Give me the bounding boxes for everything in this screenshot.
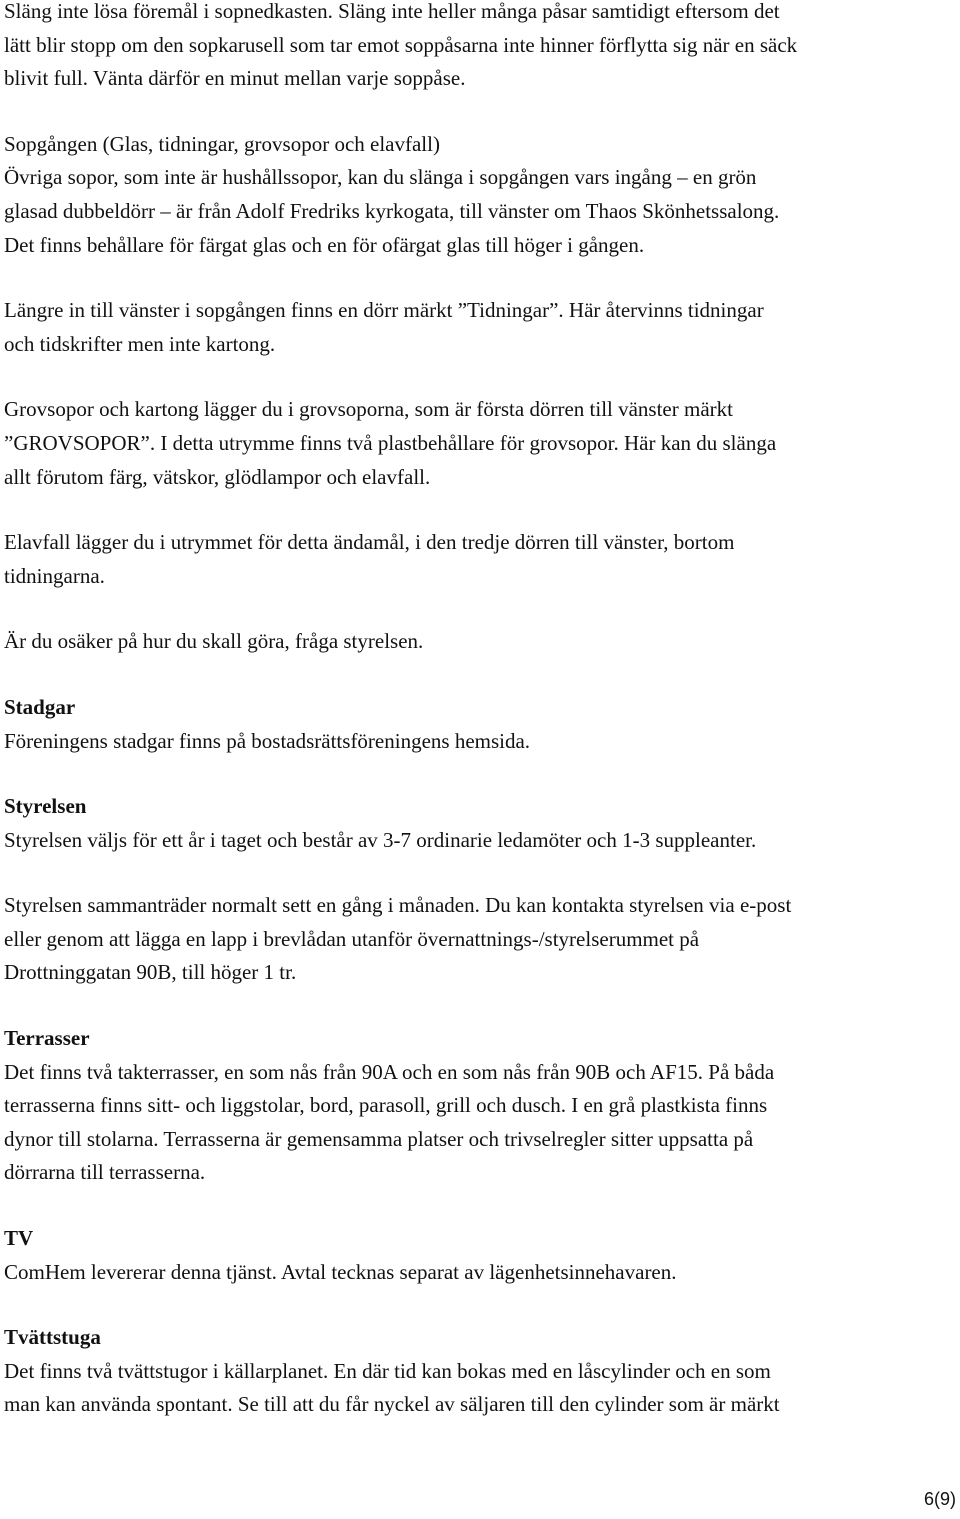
text-line: Sopgången (Glas, tidningar, grovsopor och elavfall): [4, 131, 440, 156]
text-line: ”GROVSOPOR”. I detta utrymme finns två plastbehållare för grovsopor. Här kan du slänga: [4, 430, 777, 455]
text-line: ComHem levererar denna tjänst. Avtal tecknas separat av lägenhetsinnehavaren.: [4, 1259, 677, 1284]
text-line: Styrelsen väljs för ett år i taget och består av 3-7 ordinarie ledamöter och 1-3 suppleanter.: [4, 827, 757, 852]
section-heading: Stadgar: [4, 694, 76, 719]
text-line: dynor till stolarna. Terrasserna är gemensamma platser och trivselregler sitter uppsatta på: [4, 1126, 754, 1151]
text-line: tidningarna.: [4, 563, 105, 588]
section-heading: Styrelsen: [4, 794, 87, 819]
text-line: Det finns behållare för färgat glas och en för ofärgat glas till höger i gången.: [4, 232, 645, 257]
grovsopor-paragraph: [4, 393, 956, 494]
section-heading: Terrasser: [4, 1026, 90, 1051]
text-line: glasad dubbeldörr – är från Adolf Fredriks kyrkogata, till vänster om Thaos Skönhetssalong.: [4, 198, 780, 223]
text-line: eller genom att lägga en lapp i brevlådan utanför övernattnings-/styrelserummet på: [4, 926, 700, 951]
text-line: lätt blir stopp om den sopkarusell som tar emot soppåsarna inte hinner förflytta sig när en säck: [4, 32, 798, 57]
terrasser-section: [4, 1022, 956, 1190]
text-line: blivit full. Vänta därför en minut mellan varje soppåse.: [4, 66, 466, 91]
text-line: Föreningens stadgar finns på bostadsrättsföreningens hemsida.: [4, 728, 531, 753]
text-line: Släng inte lösa föremål i sopnedkasten. Släng inte heller många påsar samtidigt eftersom det: [4, 0, 780, 23]
text-line: Styrelsen sammanträder normalt sett en gång i månaden. Du kan kontakta styrelsen via e-post: [4, 893, 792, 918]
osaker-paragraph: [4, 625, 956, 659]
tvattstuga-section: [4, 1321, 956, 1422]
text-line: Är du osäker på hur du skall göra, fråga styrelsen.: [4, 629, 424, 654]
text-line: Längre in till vänster i sopgången finns en dörr märkt ”Tidningar”. Här återvinns tidningar: [4, 298, 764, 323]
text-line: Det finns två takterrasser, en som nås från 90A och en som nås från 90B och AF15. På båda: [4, 1059, 775, 1084]
stadgar-section: [4, 691, 956, 758]
text-line: terrasserna finns sitt- och liggstolar, bord, parasoll, grill och dusch. I en grå plastkista finns: [4, 1093, 768, 1118]
text-line: Elavfall lägger du i utrymmet för detta ändamål, i den tredje dörren till vänster, bortom: [4, 530, 735, 555]
section-heading: Tvättstuga: [4, 1325, 101, 1350]
sopgangen-paragraph: [4, 128, 956, 262]
text-line: Grovsopor och kartong lägger du i grovsoporna, som är första dörren till vänster märkt: [4, 397, 733, 422]
tidningar-paragraph: [4, 294, 956, 361]
elavfall-paragraph: [4, 526, 956, 593]
tv-section: [4, 1222, 956, 1289]
text-line: och tidskrifter men inte kartong.: [4, 331, 276, 356]
text-line: allt förutom färg, vätskor, glödlampor och elavfall.: [4, 464, 431, 489]
sopnedkast-paragraph: [4, 0, 956, 96]
text-line: dörrarna till terrasserna.: [4, 1160, 206, 1185]
text-line: Det finns två tvättstugor i källarplanet. En där tid kan bokas med en låscylinder och en som: [4, 1358, 771, 1383]
page-number: 6(9): [923, 1489, 956, 1509]
text-line: man kan använda spontant. Se till att du får nyckel av säljaren till den cylinder som är märkt: [4, 1392, 780, 1417]
text-line: Övriga sopor, som inte är hushållssopor, kan du slänga i sopgången vars ingång – en grön: [4, 165, 757, 190]
styrelsen-kontakt-paragraph: [4, 889, 956, 990]
styrelsen-section: [4, 790, 956, 857]
section-heading: TV: [4, 1226, 34, 1251]
text-line: Drottninggatan 90B, till höger 1 tr.: [4, 960, 297, 985]
document-page: [4, 0, 956, 1422]
